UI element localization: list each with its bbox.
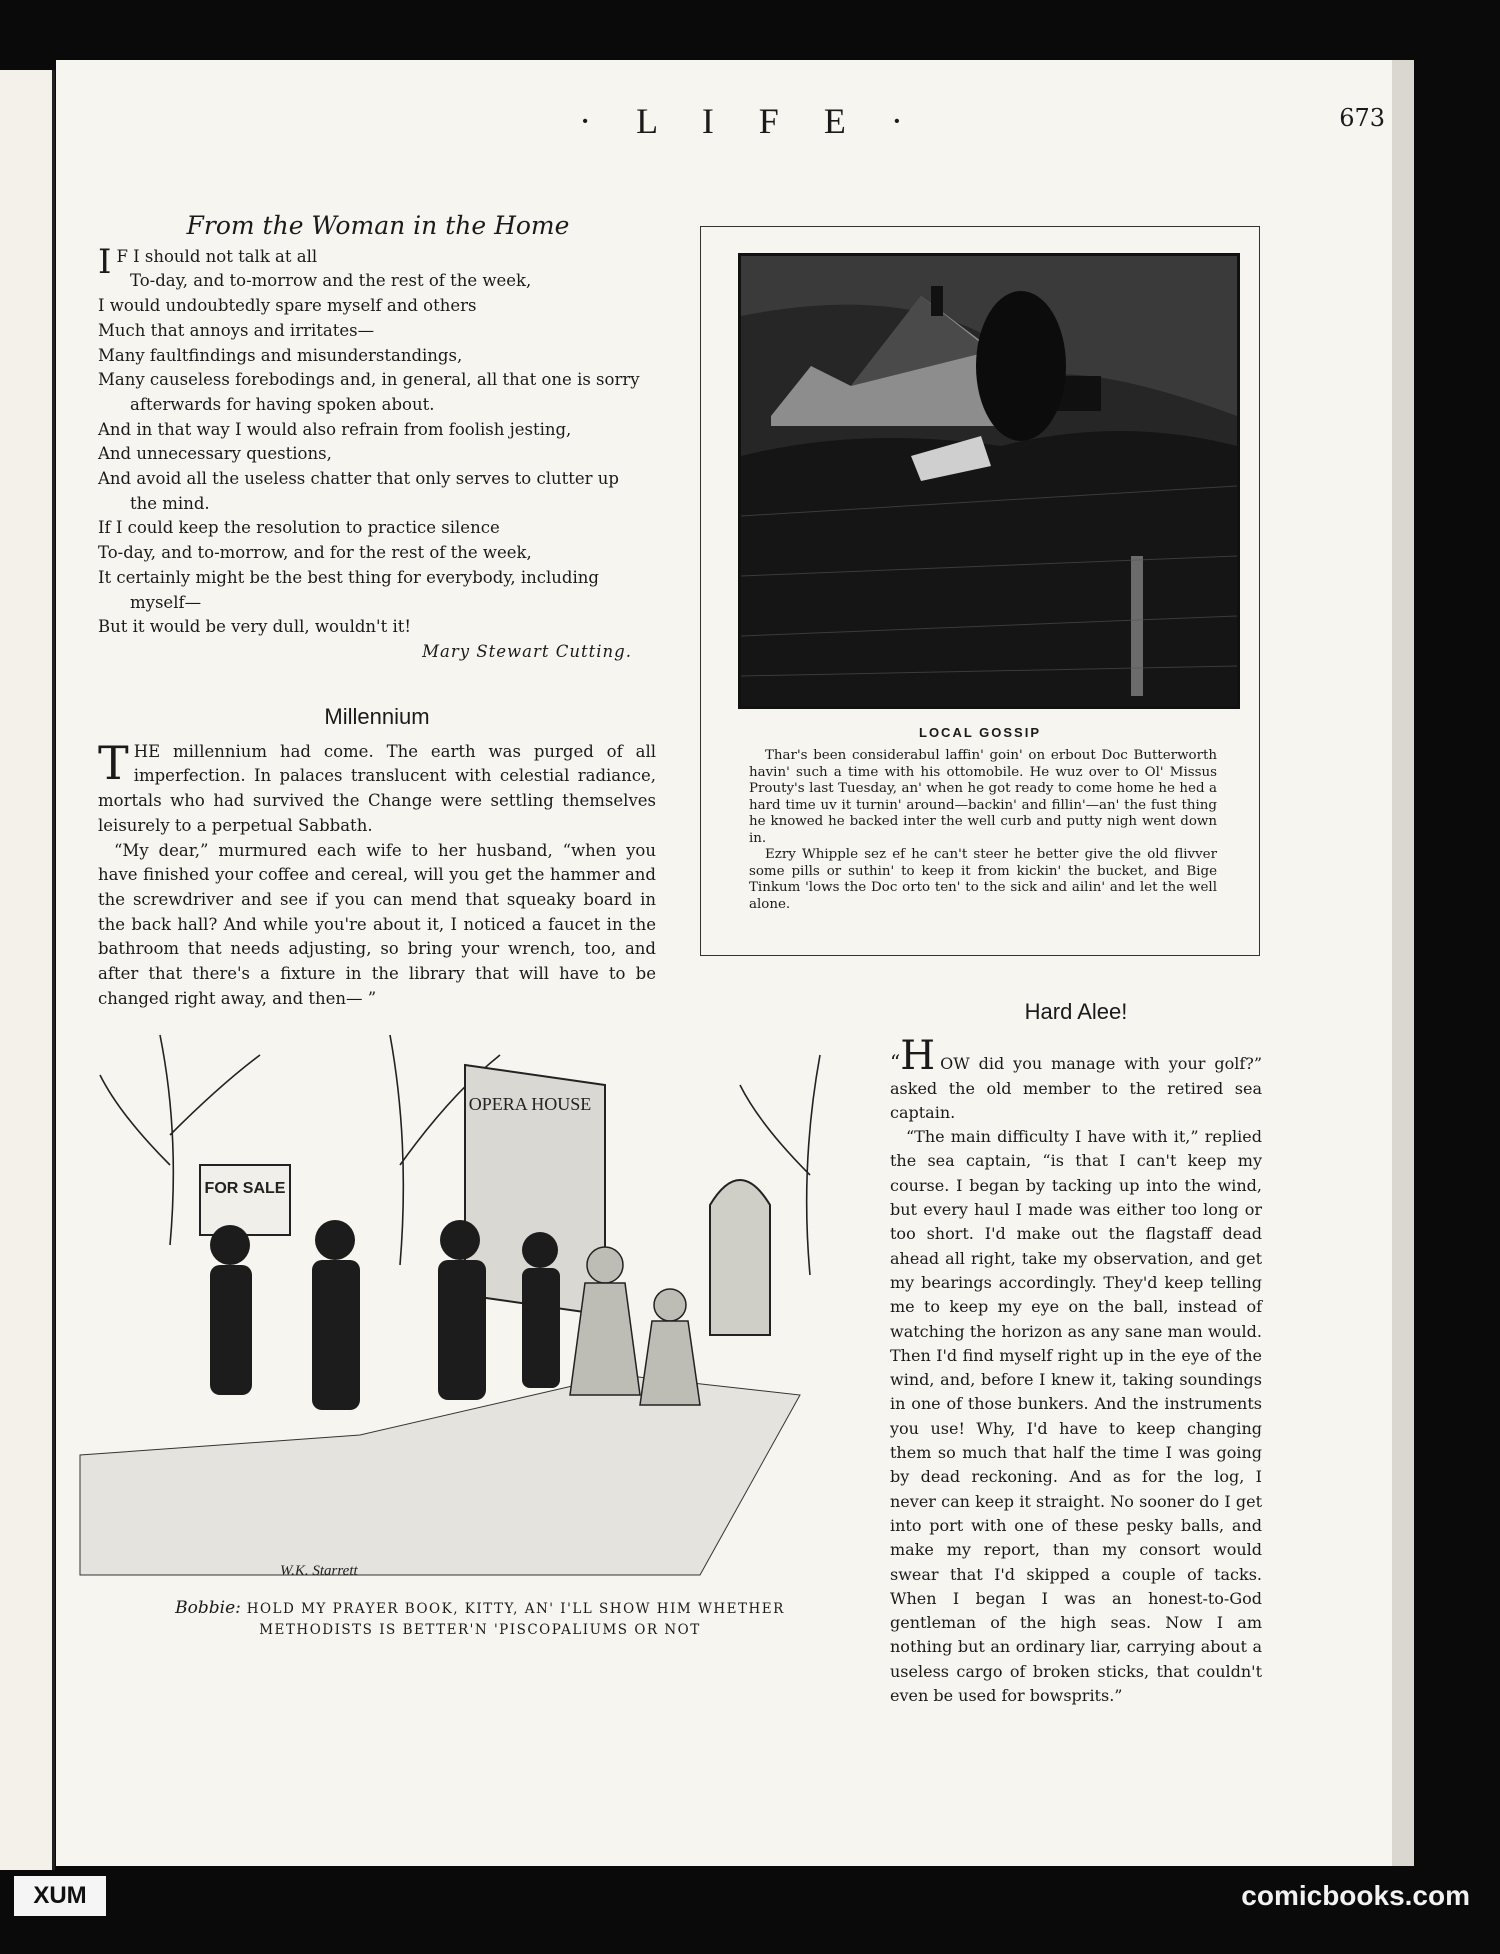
children-cartoon-illustration: [60, 1015, 880, 1595]
hard-alee-article: [890, 1000, 1262, 1708]
poem-line: But it would be very dull, wouldn't it!: [98, 617, 411, 637]
local-gossip-box: [700, 226, 1260, 956]
poem-lines: [98, 269, 658, 640]
drop-cap: I: [98, 241, 112, 282]
masthead-title: · L I F E ·: [579, 101, 921, 141]
for-sale-sign: FOR SALE: [204, 1180, 286, 1197]
poem-line: Many faultfindings and misunderstandings,: [98, 345, 463, 365]
poem-line: myself—: [130, 592, 202, 612]
drop-cap: H: [900, 1033, 936, 1080]
paragraph: “My dear,” murmured each wife to her husband, “when you have finished your coffee and cereal, will you get the hammer and the screwdriver and see if you can mend that squeaky board in the back hall? And while you're about it, I noticed a faucet in the bathroom that needs adjusting, so bring your wrench, too, and after that there's a fixture in the library that will have to be changed right away, and then— ”: [98, 840, 656, 1008]
paragraph: Ezry Whipple sez ef he can't steer he better give the old flivver some pills or suthin' to keep it from kickin' the bucket, and Bige Tinkum 'lows the Doc orto ten' to the sick and ailin' and let the well alone.: [749, 847, 1217, 912]
poem-title: From the Woman in the Home: [186, 211, 570, 240]
night-house-illustration: [738, 253, 1240, 709]
poem-line: If I could keep the resolution to practice silence: [98, 518, 500, 538]
millennium-article: [98, 705, 656, 1036]
poem-line: To-day, and to-morrow and the rest of the week,: [130, 271, 532, 291]
caption-speaker: Bobbie:: [175, 1598, 241, 1618]
hard-alee-title: Hard Alee!: [1024, 999, 1128, 1024]
gossip-text: [749, 748, 1217, 913]
drop-cap: T: [98, 735, 129, 790]
poem-line: It certainly might be the best thing for everybody, including: [98, 567, 599, 587]
paragraph: Thar's been considerabul laffin' goin' on erbout Doc Butterworth havin' such a time with his ottomobile. He wuz over to Ol' Missus Prouty's last Tuesday, an' when he got ready to come home he hed a hard time uv it turnin' around—backin' and fillin'—an' the fust thing he knowed he backed inter the well curb and putty nigh went down in.: [749, 748, 1217, 846]
poem-line: And unnecessary questions,: [98, 444, 332, 464]
poem-line: To-day, and to-morrow, and for the rest of the week,: [98, 543, 532, 563]
opera-house-sign: OPERA HOUSE: [468, 1094, 592, 1114]
xum-badge: XUM: [14, 1876, 106, 1916]
paragraph: THE millennium had come. The earth was purged of all imperfection. In palaces translucent with celestial radiance, mortals who had survived the Change were settling themselves leisurely to a perpetual Sabbath.: [98, 735, 656, 835]
site-watermark: comicbooks.com: [1241, 1880, 1470, 1911]
poem-article: [98, 211, 658, 665]
left-page-edge: [0, 70, 55, 1870]
page-shadow: [1392, 60, 1414, 1866]
gossip-title: LOCAL GOSSIP: [919, 725, 1041, 740]
poem-line: And in that way I would also refrain from foolish jesting,: [98, 419, 572, 439]
paragraph: “H OW did you manage with your golf?” asked the old member to the retired sea captain.: [890, 1033, 1262, 1122]
poem-line: afterwards for having spoken about.: [130, 394, 435, 414]
poem-line: And avoid all the useless chatter that only serves to clutter up: [98, 469, 619, 489]
paragraph: “The main difficulty I have with it,” replied the sea captain, “is that I can't keep my course. I began by tacking up into the wind, but every haul I made was either too long or too short. I'd make out the flagstaff dead ahead all right, take my observation, and get my bearings accordingly. They'd keep telling me to keep my eye on the ball, instead of watching the horizon as any sane man would. Then I'd find myself right up in the eye of the wind, and, before I knew it, taking soundings in one of those bunkers. And the instruments you use! Why, I'd have to keep changing them so much that half the time I was going by dead reckoning. And as for the log, I never can keep it straight. No sooner do I get into port with one of these pesky balls, and make my report, than my consort would swear that I'd skipped a couple of tacks. When I began I was an honest-to-God gentleman of the high seas. Now I am nothing but an ordinary liar, carrying about a useless cargo of broken sticks, that couldn't even be used for bowsprits.”: [890, 1127, 1262, 1706]
poem-signature: Mary Stewart Cutting.: [422, 641, 632, 661]
artist-signature: W.K. Starrett: [280, 1563, 358, 1579]
poem-line: Much that annoys and irritates—: [98, 320, 375, 340]
page-number: 673: [1339, 104, 1385, 132]
caption-line-2: METHODISTS IS BETTER'N 'PISCOPALIUMS OR NOT: [259, 1622, 701, 1638]
poem-line: the mind.: [130, 493, 210, 513]
caption-line-1: HOLD MY PRAYER BOOK, KITTY, AN' I'LL SHOW HIM WHETHER: [246, 1601, 785, 1617]
poem-first-line: F I should not talk at all: [116, 246, 318, 266]
millennium-title: Millennium: [324, 704, 430, 729]
poem-line: Many causeless forebodings and, in general, all that one is sorry: [98, 370, 640, 390]
cartoon-caption: [80, 1598, 880, 1641]
poem-line: I would undoubtedly spare myself and others: [98, 296, 477, 316]
